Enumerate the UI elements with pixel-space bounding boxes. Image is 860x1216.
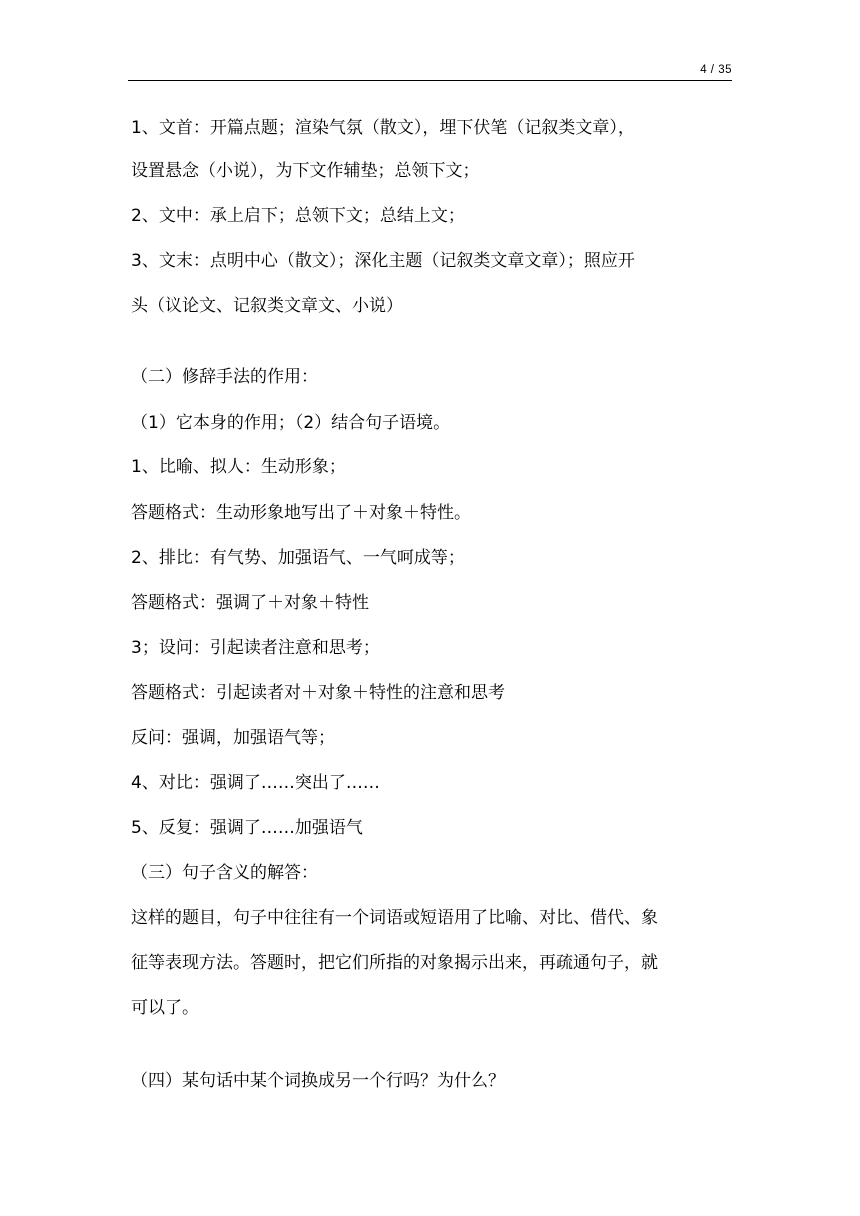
text-line: 反问：强调，加强语气等； xyxy=(131,728,335,748)
text-line: 这样的题目，句子中往往有一个词语或短语用了比喻、对比、借代、象 xyxy=(131,908,658,928)
text-line: 2、排比：有气势、加强语气、一气呵成等； xyxy=(131,548,465,568)
text-line: 可以了。 xyxy=(131,998,199,1018)
section-heading: （四）某句话中某个词换成另一个行吗？为什么？ xyxy=(131,1071,505,1091)
text-line: 答题格式：引起读者对＋对象＋特性的注意和思考 xyxy=(131,683,505,703)
text-line: 征等表现方法。答题时，把它们所指的对象揭示出来，再疏通句子，就 xyxy=(131,953,658,973)
page-number: 4 / 35 xyxy=(700,64,732,76)
text-line: 1、比喻、拟人：生动形象； xyxy=(131,457,346,477)
header-rule xyxy=(128,80,732,81)
section-heading: （二）修辞手法的作用： xyxy=(131,367,318,387)
text-line: 头（议论文、记叙类文章文、小说） xyxy=(131,296,403,316)
text-line: 1、文首：开篇点题；渲染气氛（散文），埋下伏笔（记叙类文章）， xyxy=(131,118,635,138)
text-line: 2、文中：承上启下；总领下文；总结上文； xyxy=(131,206,465,226)
text-line: 设置悬念（小说），为下文作辅垫；总领下文； xyxy=(131,161,480,181)
text-line: 3、文末：点明中心（散文）；深化主题（记叙类文章文章）；照应开 xyxy=(131,251,635,271)
section-heading: （三）句子含义的解答： xyxy=(131,863,318,883)
text-line: 答题格式：强调了＋对象＋特性 xyxy=(131,593,369,613)
text-line: 5、反复：强调了……加强语气 xyxy=(131,818,363,838)
text-line: 4、对比：强调了……突出了…… xyxy=(131,773,380,793)
text-line: 3；设问：引起读者注意和思考； xyxy=(131,638,380,658)
text-line: 答题格式：生动形象地写出了＋对象＋特性。 xyxy=(131,503,471,523)
text-line: （1）它本身的作用；（2）结合句子语境。 xyxy=(131,413,451,433)
